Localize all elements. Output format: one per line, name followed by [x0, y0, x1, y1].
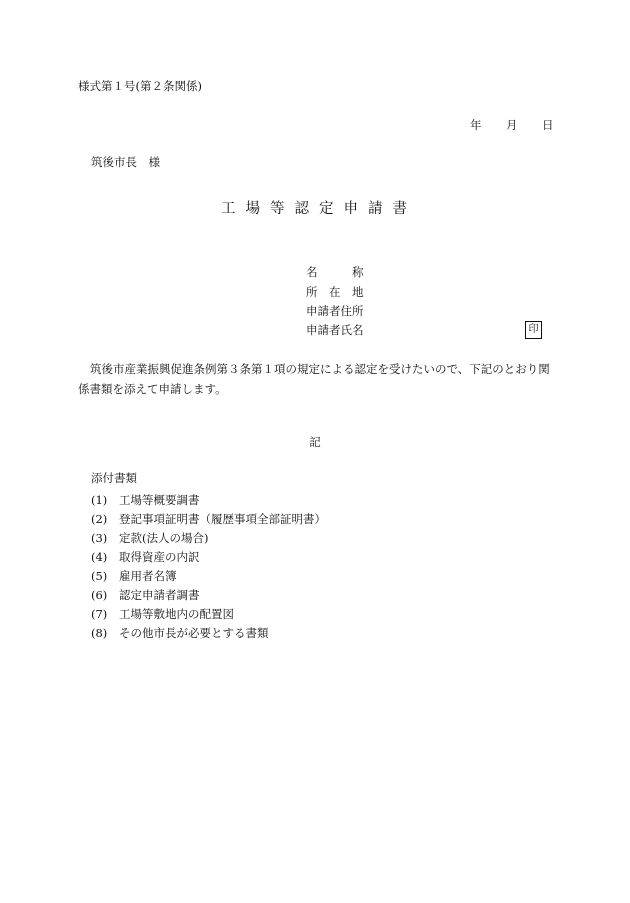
note-mark: 記	[309, 435, 321, 449]
attachments-list	[91, 491, 326, 643]
list-item	[91, 510, 326, 529]
item-number: (6)	[91, 588, 108, 602]
field-applicant-address-label: 申請者住所	[306, 304, 364, 318]
list-item	[91, 491, 326, 510]
field-applicant-name-label: 申請者氏名	[306, 323, 364, 337]
field-location-label: 所 在 地	[306, 285, 364, 299]
item-text: 雇用者名簿	[119, 569, 177, 583]
item-text: 工場等概要調書	[119, 493, 200, 507]
item-text: その他市長が必要とする書類	[119, 626, 269, 640]
item-number: (8)	[91, 626, 108, 640]
application-statement: 筑後市産業振興促進条例第３条第１項の規定による認定を受けたいので、下記のとおり関係書類を添えて申請します。	[78, 362, 550, 396]
item-number: (1)	[91, 493, 108, 507]
item-text: 登記事項証明書（履歴事項全部証明書）	[119, 512, 326, 526]
list-item	[91, 529, 326, 548]
item-number: (3)	[91, 531, 108, 545]
attachments-heading: 添付書類	[91, 471, 137, 485]
document-title: 工場等認定申請書	[221, 201, 417, 217]
date-month: 月	[506, 118, 518, 132]
item-number: (2)	[91, 512, 108, 526]
item-number: (5)	[91, 569, 108, 583]
date-year: 年	[470, 118, 482, 132]
item-number: (4)	[91, 550, 108, 564]
item-text: 認定申請者調書	[119, 588, 200, 602]
item-text: 工場等敷地内の配置図	[119, 607, 234, 621]
list-item	[91, 548, 326, 567]
seal-mark: 印	[525, 321, 542, 339]
form-number: 様式第１号(第２条関係)	[78, 79, 202, 93]
item-number: (7)	[91, 607, 108, 621]
list-item	[91, 567, 326, 586]
list-item	[91, 624, 326, 643]
addressee: 筑後市長 様	[91, 155, 160, 169]
item-text: 取得資産の内訳	[119, 550, 200, 564]
list-item	[91, 586, 326, 605]
date-day: 日	[542, 118, 554, 132]
field-name-label: 名 称	[306, 265, 364, 279]
list-item	[91, 605, 326, 624]
item-text: 定款(法人の場合)	[119, 531, 209, 545]
date-line	[470, 120, 554, 132]
